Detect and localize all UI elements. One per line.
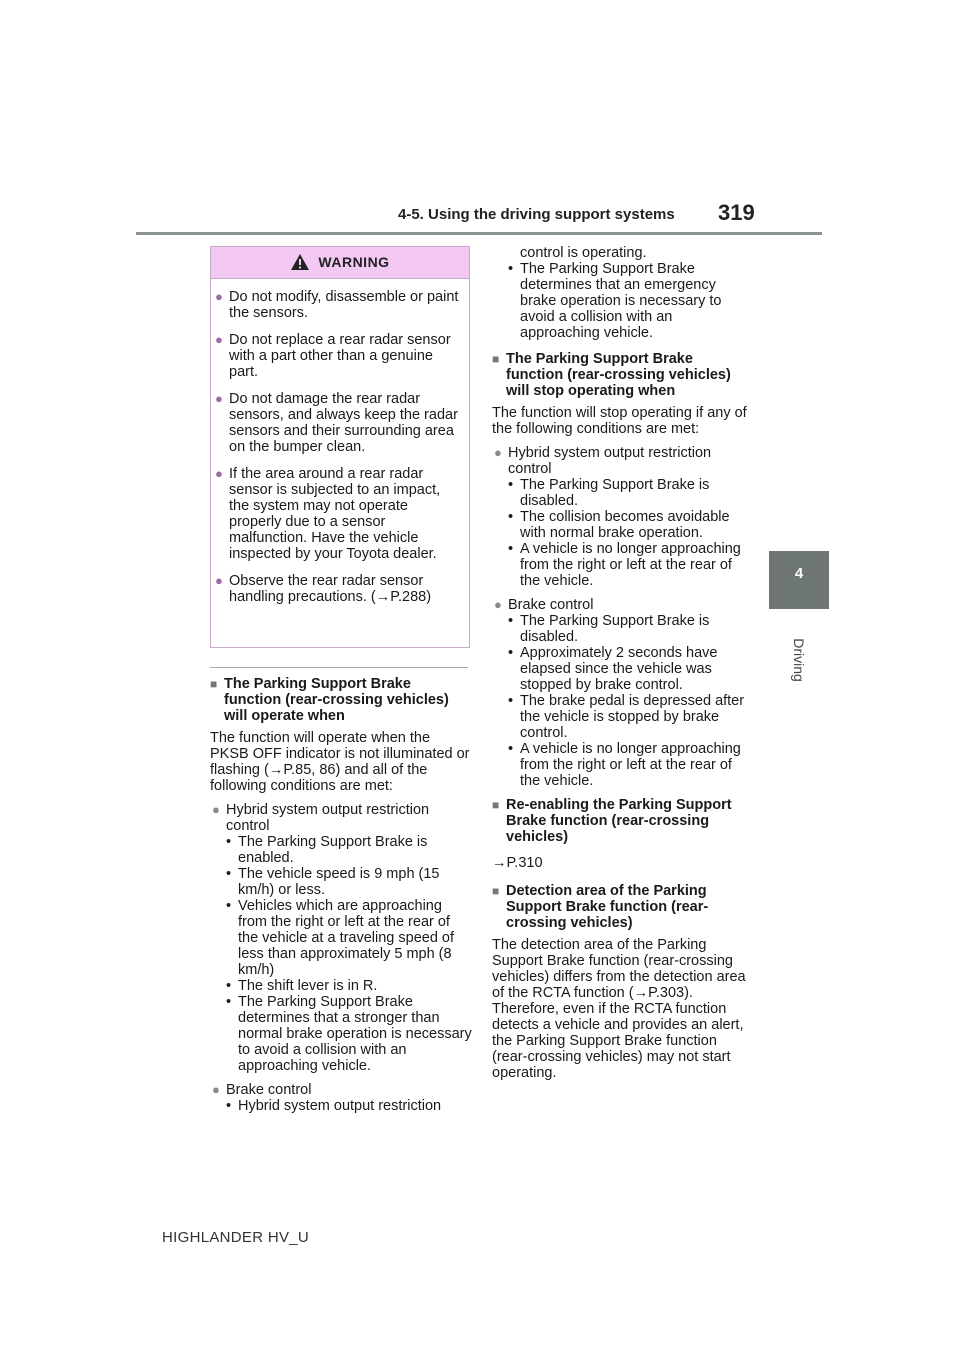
condition-list [210,1098,472,1114]
warning-item-text: Do not damage the rear radar sensors, and always keep the radar sensors and their surrounding area on the bumper clean. [229,391,458,455]
list-item: • The Parking Support Brake is enabled. [224,834,472,866]
condition-list [492,245,754,341]
right-column [492,245,754,1089]
header-rule [136,232,822,235]
condition-group [210,1082,472,1114]
list-item-text: Hybrid system output restriction [238,1098,442,1114]
warning-item [215,289,463,321]
list-item: • The collision becomes avoidable with normal brake operation. [506,509,754,541]
square-bullet-icon: ■ [210,677,218,691]
left-column [210,668,472,1122]
list-item: • Vehicles which are approaching from the right or left at the rear of the vehicle at a traveling speed of less than approximately 5 mph (8 km/h) [224,898,472,978]
list-item-text: The brake pedal is depressed after the vehicle is stopped by brake control. [520,693,745,741]
condition-title: Brake control [508,597,594,613]
square-bullet-icon: ■ [492,352,500,366]
condition-title-row [210,802,472,834]
list-item-text: control is operating. [520,245,647,261]
bullet-icon: ● [494,445,502,460]
list-item: • Approximately 2 seconds have elapsed since the vehicle was stopped by brake control. [506,645,754,693]
chapter-label-container [766,620,832,700]
warning-item [215,391,463,455]
bullet-icon: ● [215,391,223,406]
condition-list [492,613,754,789]
warning-item-text: If the area around a rear radar sensor is subjected to an impact, the system may not operate properly due to a sensor malfunction. Have the vehicle inspected by your Toyota dealer. [229,466,441,562]
list-item: • The Parking Support Brake determines that a stronger than normal brake operation is necessary to avoid a collision with an approaching vehicle. [226,994,472,1074]
list-item: • A vehicle is no longer approaching from the right or left at the rear of the vehicle. [506,541,754,589]
list-item: • The brake pedal is depressed after the vehicle is stopped by brake control. [506,693,754,741]
list-item: • The vehicle speed is 9 mph (15 km/h) or less. [224,866,472,898]
section-heading [492,883,754,931]
list-item-text: The shift lever is in R. [238,978,378,994]
bullet-icon: ● [212,802,220,817]
list-item-text: The Parking Support Brake determines that a stronger than normal brake operation is necessary to avoid a collision with an approaching vehicle. [238,994,472,1074]
section-title: 4-5. Using the driving support systems [398,206,675,223]
warning-item-text: Do not modify, disassemble or paint the sensors. [229,289,459,321]
warning-item-text: Do not replace a rear radar sensor with a part other than a genuine part. [229,332,451,380]
list-item: • The Parking Support Brake determines that an emergency brake operation is necessary to avoid a collision with an approaching vehicle. [506,261,754,341]
warning-item [215,573,463,605]
chapter-label: Driving [791,638,807,682]
page-reference: →P.310 [492,855,543,871]
warning-item [215,466,463,562]
condition-list [210,834,472,1074]
condition-title-row [492,597,754,613]
bullet-icon: ● [215,573,223,588]
warning-title: WARNING [318,254,390,270]
warning-triangle-icon [290,253,310,271]
section-heading-text: The Parking Support Brake function (rear-crossing vehicles) will operate when [224,676,449,724]
section-heading [210,676,472,724]
square-bullet-icon: ■ [492,798,500,812]
page-number: 319 [718,200,755,225]
warning-body [211,279,469,605]
bullet-icon: ● [212,1082,220,1097]
section-heading [492,797,754,845]
section-heading-text: Re-enabling the Parking Support Brake function (rear-crossing vehicles) [506,797,732,845]
list-item-text: The Parking Support Brake determines that an emergency brake operation is necessary to avoid a collision with an approaching vehicle. [520,261,722,341]
bullet-icon: ● [215,332,223,347]
chapter-number: 4 [794,565,804,582]
list-item-text: The Parking Support Brake is enabled. [238,834,428,866]
square-bullet-icon: ■ [492,884,500,898]
list-item-text: Approximately 2 seconds have elapsed since the vehicle was stopped by brake control. [520,645,718,693]
condition-list [492,477,754,589]
bullet-icon: ● [215,289,223,304]
list-item-text: The collision becomes avoidable with normal brake operation. [520,509,730,541]
condition-title-row [492,445,754,477]
condition-title: Hybrid system output restriction control [508,445,712,477]
warning-box [210,246,470,648]
list-item-text: A vehicle is no longer approaching from the right or left at the rear of the vehicle. [520,741,741,789]
bullet-icon: ● [215,466,223,481]
warning-item [215,332,463,380]
list-item: • A vehicle is no longer approaching from the right or left at the rear of the vehicle. [506,741,754,789]
list-item: • Hybrid system output restriction [226,1098,442,1114]
list-item: • The shift lever is in R. [226,978,378,994]
list-item: • The Parking Support Brake is disabled. [506,477,754,509]
bullet-icon: ● [494,597,502,612]
condition-title: Hybrid system output restriction control [226,802,430,834]
warning-header [211,247,469,279]
list-item-text: The vehicle speed is 9 mph (15 km/h) or less. [238,866,440,898]
chapter-tab [769,551,829,609]
condition-title: Brake control [226,1082,312,1098]
warning-item-text: Observe the rear radar sensor handling precautions. (→P.288) [229,573,432,605]
list-item-continued [506,245,754,261]
list-item-text: The Parking Support Brake is disabled. [520,613,710,645]
section-heading [492,351,754,399]
condition-group [492,445,754,589]
paragraph: The function will stop operating if any of the following conditions are met: [492,405,747,437]
condition-group [210,802,472,1074]
list-item-text: The Parking Support Brake is disabled. [520,477,710,509]
paragraph: The function will operate when the PKSB OFF indicator is not illuminated or flashing (→P.85, 86) and all of the following conditions are met: [210,730,470,794]
section-heading-text: The Parking Support Brake function (rear-crossing vehicles) will stop operating when [506,351,731,399]
list-item-text: A vehicle is no longer approaching from the right or left at the rear of the vehicle. [520,541,741,589]
footer-model: HIGHLANDER HV_U [162,1229,310,1246]
condition-group [492,597,754,789]
list-item-text: Vehicles which are approaching from the right or left at the rear of the vehicle at a traveling speed of less than approximately 5 mph (8 km/h) [238,898,455,978]
section-heading-text: Detection area of the Parking Support Brake function (rear-crossing vehicles) [506,883,709,931]
list-item: • The Parking Support Brake is disabled. [506,613,754,645]
paragraph: The detection area of the Parking Support Brake function (rear-crossing vehicles) differs from the detection area of the RCTA function (→P.303). Therefore, even if the RCTA function detects a vehicle and provides an alert, the Parking Support Brake function (rear-crossing vehicles) may not start operating. [492,937,746,1081]
condition-title-row [210,1082,472,1098]
